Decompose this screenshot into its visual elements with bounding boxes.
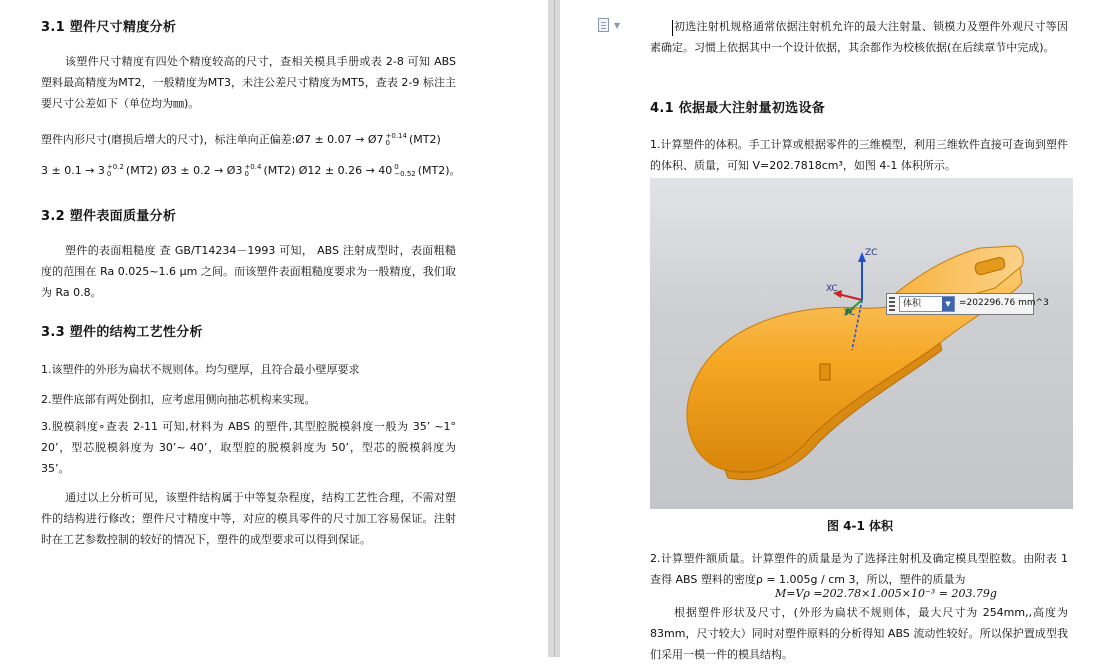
measure-type-select[interactable] bbox=[899, 296, 955, 312]
measure-type-value: 体积 bbox=[903, 299, 922, 309]
axis-yc-label: YC bbox=[844, 308, 856, 318]
section-3-2-heading: 3.2 塑件表面质量分析 bbox=[41, 209, 177, 224]
measure-tooltip[interactable] bbox=[886, 293, 1049, 315]
conclusion-paragraph: 通过以上分析可见，该塑件结构属于中等复杂程度，结构工艺性合理，不需对塑件的结构进行修改；塑件尺寸精度中等，对应的模具零件的尺寸加工容易保证。注射时在工艺参数控制的较好的情况下，塑件的成型要求可以得到保证。 bbox=[41, 491, 456, 546]
figure-caption: 图 4-1 体积 bbox=[827, 519, 894, 533]
volume-figure bbox=[650, 178, 1073, 509]
axis-xc-label: XC bbox=[826, 284, 838, 294]
section-3-3-heading: 3.3 塑件的结构工艺性分析 bbox=[41, 325, 203, 340]
tolerance-sup: 0 bbox=[394, 163, 399, 171]
tolerance-line-2-end: (MT2)。 bbox=[417, 164, 461, 177]
tolerance-line-1-end: (MT2) bbox=[408, 133, 441, 146]
tolerance-sub: 0 bbox=[244, 170, 249, 178]
list-item-1: 1.该塑件的外形为扁状不规则体。均匀壁厚，且符合最小壁厚要求 bbox=[41, 363, 360, 376]
tolerance-line-2-mid2: (MT2) Ø12 ± 0.26 → 40 bbox=[263, 164, 393, 177]
tolerance-sub: −0.52 bbox=[394, 170, 416, 178]
chevron-down-icon[interactable]: ▼ bbox=[614, 21, 621, 30]
section-3-2-paragraph: 塑件的表面粗糙度 查 GB/T14234－1993 可知， ABS 注射成型时，表面粗糙度的范围在 Ra 0.025~1.6 μm 之间。而该塑件表面粗糙度要求为一般精度，我们取为 Ra 0.8。 bbox=[41, 244, 456, 299]
document-icon[interactable] bbox=[598, 18, 609, 32]
tolerance-sup: +0.2 bbox=[106, 163, 124, 171]
tolerance-line-1 bbox=[41, 131, 441, 147]
section-3-1-paragraph: 该塑件尺寸精度有四处个精度较高的尺寸，查相关模具手册或表 2-8 可知 ABS 塑料最高精度为MT2，一般精度为MT3，未注公差尺寸精度为MT5，查表 2-9 标注主要尺寸公差如下（单位均为㎜)。 bbox=[41, 55, 456, 110]
final-paragraph: 根据塑件形状及尺寸，(外形为扁状不规则体，最大尺寸为 254mm,,高度为 83mm，尺寸较大）同时对塑件原料的分析得知 ABS 流动性较好。所以保护置成型我们采用一模一件的模具结构。 bbox=[650, 606, 1068, 661]
part-clip bbox=[820, 364, 830, 380]
list-item-2: 2.塑件底部有两处倒扣，应考虑用侧向抽芯机构来实现。 bbox=[41, 393, 316, 406]
part-3d-render bbox=[650, 178, 1073, 509]
tolerance-sub: 0 bbox=[106, 170, 112, 178]
page-divider bbox=[554, 0, 555, 657]
step-1-paragraph: 1.计算塑件的体积。手工计算或根据零件的三维模型，利用三维软件直接可查询到塑件的体积、质量，可知 V=202.7818cm³，如图 4-1 体积所示。 bbox=[650, 138, 1068, 172]
tolerance-sup: +0.14 bbox=[385, 132, 407, 140]
step-2-paragraph: 2.计算塑件额质量。计算塑件的质量是为了选择注射机及确定模具型腔数。由附表 1 查得 ABS 塑料的密度ρ = 1.005g / cm 3，所以，塑件的质量为 bbox=[650, 552, 1068, 586]
mass-formula: M=Vρ =202.78×1.005×10⁻³ = 203.79g bbox=[775, 587, 997, 600]
section-4-1-heading: 4.1 依据最大注射量初选设备 bbox=[650, 101, 826, 116]
tolerance-sup: +0.4 bbox=[244, 163, 262, 171]
section-3-1-heading: 3.1 塑件尺寸精度分析 bbox=[41, 20, 177, 35]
tolerance-line-2-text: 3 ± 0.1 → 3 bbox=[41, 164, 105, 177]
tolerance-line-2-mid1: (MT2) Ø3 ± 0.2 → Ø3 bbox=[125, 164, 243, 177]
tolerance-line-1-text: 塑件内形尺寸(磨损后增大的尺寸)，标注单向正偏差:Ø7 ± 0.07 → Ø7 bbox=[41, 133, 384, 146]
measure-value: =202296.76 mm^3 bbox=[959, 298, 1049, 308]
tolerance-line-2 bbox=[41, 162, 461, 178]
list-item-3: 3.脱模斜度∘查表 2-11 可知,材料为 ABS 的塑件,其型腔脱模斜度一般为 35’ ~1° 20’，型芯脱模斜度为 30’~ 40’，取型腔的脱模斜度为 50’，型芯的脱模斜度为 35’。 bbox=[41, 420, 456, 475]
left-page bbox=[0, 0, 548, 657]
drag-handle-icon[interactable] bbox=[889, 297, 895, 311]
axis-zc-label: ZC bbox=[865, 248, 878, 258]
chevron-down-icon[interactable]: ▼ bbox=[942, 297, 954, 311]
text-cursor bbox=[672, 20, 673, 36]
tolerance-sub: 0 bbox=[385, 139, 390, 147]
axis-x-line bbox=[838, 294, 862, 300]
intro-paragraph: 初选注射机规格通常依据注射机允许的最大注射量、锁模力及塑件外观尺寸等因素确定。习惯上依据其中一个设计依据，其余都作为校核依据(在后续章节中完成)。 bbox=[650, 20, 1068, 54]
